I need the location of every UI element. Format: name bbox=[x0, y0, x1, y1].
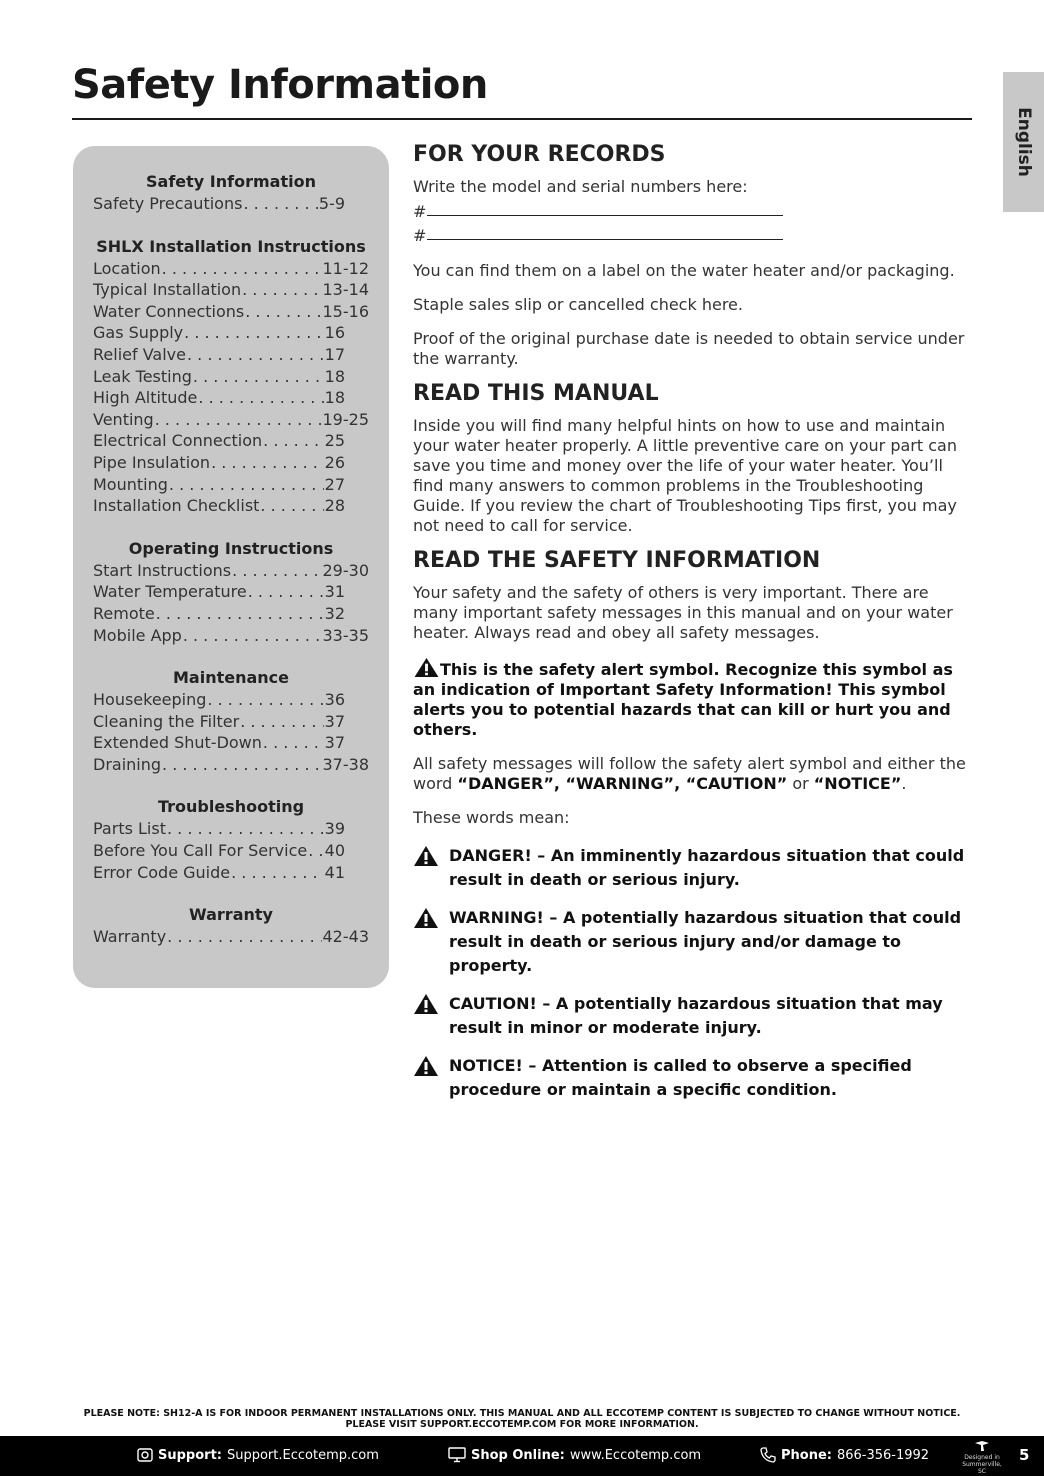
toc-leader-dots bbox=[207, 689, 323, 711]
toc-leader-dots bbox=[183, 625, 322, 647]
shop-label: Shop Online: bbox=[471, 1447, 565, 1463]
toc-entry[interactable] bbox=[93, 193, 345, 215]
toc-entry-label: Typical Installation bbox=[93, 280, 242, 300]
safety-heading: READ THE SAFETY INFORMATION bbox=[413, 548, 821, 573]
toc-entry-page: 28 bbox=[324, 496, 345, 516]
manual-heading: READ THIS MANUAL bbox=[413, 381, 659, 406]
toc-leader-dots bbox=[263, 430, 323, 452]
toc-leader-dots bbox=[248, 581, 324, 603]
toc-leader-dots bbox=[260, 495, 323, 517]
warning-triangle-icon bbox=[413, 1054, 449, 1102]
toc-entry-label: Extended Shut-Down bbox=[93, 733, 262, 753]
toc-entry-label: Relief Valve bbox=[93, 344, 186, 364]
toc-entry[interactable] bbox=[93, 862, 345, 884]
hash-prefix: # bbox=[413, 202, 427, 221]
toc-entry-page: 19-25 bbox=[322, 409, 369, 429]
toc-entry[interactable] bbox=[93, 581, 345, 603]
toc-entry-page: 39 bbox=[324, 819, 345, 839]
toc-entry[interactable] bbox=[93, 560, 369, 582]
toc-entry[interactable] bbox=[93, 818, 345, 840]
safety-alert-text: This is the safety alert symbol. Recognize this symbol as an indication of Important Safety Information! This symbol alerts you to potential hazards that can kill or hurt you and others. bbox=[413, 660, 953, 739]
toc-entry-label: Pipe Insulation bbox=[93, 452, 211, 472]
footer-note-line-1: PLEASE NOTE: SH12-A IS FOR INDOOR PERMANENT INSTALLATIONS ONLY. THIS MANUAL AND ALL ECCOTEMP CONTENT IS SUBJECTED TO CHANGE WITHOUT NOTICE. bbox=[83, 1408, 961, 1419]
toc-entry[interactable] bbox=[93, 840, 345, 862]
toc-leader-dots bbox=[198, 387, 323, 409]
language-tab[interactable] bbox=[1003, 72, 1044, 212]
toc-leader-dots bbox=[263, 732, 324, 754]
toc-section bbox=[93, 171, 369, 215]
toc-entry-label: Warranty bbox=[93, 927, 167, 947]
support-label: Support: bbox=[158, 1447, 222, 1463]
footer-phone[interactable] bbox=[760, 1447, 929, 1463]
toc-leader-dots bbox=[231, 862, 324, 884]
signal-word-text: NOTICE! – Attention is called to observe a specified procedure or maintain a specific condition. bbox=[449, 1056, 912, 1099]
toc-entry[interactable] bbox=[93, 409, 369, 431]
toc-entry-label: High Altitude bbox=[93, 388, 198, 408]
toc-entry-label: Gas Supply bbox=[93, 323, 184, 343]
toc-entry-label: Venting bbox=[93, 409, 154, 429]
serial-number-line[interactable] bbox=[413, 221, 975, 245]
toc-entry-label: Cleaning the Filter bbox=[93, 711, 240, 731]
toc-entry[interactable] bbox=[93, 430, 345, 452]
signal-words: “DANGER”, “WARNING”, “CAUTION” bbox=[457, 774, 788, 793]
toc-entry-page: 27 bbox=[324, 474, 345, 494]
footer-note bbox=[0, 1408, 1044, 1430]
signal-notice-word: “NOTICE” bbox=[813, 774, 902, 793]
signal-word-item bbox=[413, 992, 975, 1040]
signal-or-text: or bbox=[787, 774, 814, 793]
toc-entry[interactable] bbox=[93, 625, 369, 647]
toc-leader-dots bbox=[169, 474, 324, 496]
write-line bbox=[427, 239, 783, 240]
designed-in-logo bbox=[960, 1440, 1004, 1475]
title-divider bbox=[72, 118, 972, 120]
toc-leader-dots bbox=[167, 926, 321, 948]
toc-leader-dots bbox=[162, 258, 322, 280]
toc-entry-page: 13-14 bbox=[322, 280, 369, 300]
warning-triangle-icon bbox=[413, 844, 449, 892]
phone-icon bbox=[760, 1447, 776, 1463]
records-heading: FOR YOUR RECORDS bbox=[413, 142, 666, 167]
toc-entry-page: 37 bbox=[324, 711, 345, 731]
toc-entry-label: Safety Precautions bbox=[93, 194, 243, 213]
toc-entry-page: 33-35 bbox=[322, 625, 369, 645]
signal-words-paragraph bbox=[413, 754, 975, 794]
table-of-contents bbox=[73, 146, 389, 988]
toc-entry-page: 16 bbox=[324, 323, 345, 343]
toc-entry-page: 41 bbox=[324, 862, 345, 882]
toc-entry-label: Error Code Guide bbox=[93, 862, 231, 882]
toc-section bbox=[93, 236, 369, 517]
toc-entry-label: Installation Checklist bbox=[93, 496, 260, 516]
toc-heading: SHLX Installation Instructions bbox=[96, 236, 366, 256]
toc-entry[interactable] bbox=[93, 754, 369, 776]
toc-entry[interactable] bbox=[93, 344, 345, 366]
model-number-line[interactable] bbox=[413, 197, 975, 221]
toc-heading: Troubleshooting bbox=[157, 797, 305, 817]
toc-entry-page: 15-16 bbox=[322, 301, 369, 321]
toc-entry-page: 11-12 bbox=[322, 258, 369, 278]
toc-entry-label: Remote bbox=[93, 603, 155, 623]
toc-heading: Warranty bbox=[189, 905, 273, 925]
logo-line-1: Designed in bbox=[964, 1454, 1000, 1461]
phone-label: Phone: bbox=[781, 1447, 832, 1463]
hash-prefix: # bbox=[413, 226, 427, 245]
toc-leader-dots bbox=[240, 711, 323, 733]
toc-entry-label: Mounting bbox=[93, 474, 168, 494]
toc-entry[interactable] bbox=[93, 387, 345, 409]
label-note: You can find them on a label on the water heater and/or packaging. bbox=[413, 261, 955, 280]
toc-leader-dots bbox=[193, 366, 324, 388]
toc-entry[interactable] bbox=[93, 322, 345, 344]
warning-triangle-icon bbox=[413, 906, 449, 978]
page-title: Safety Information bbox=[72, 62, 488, 108]
toc-section bbox=[93, 904, 369, 948]
toc-entry-page: 18 bbox=[324, 388, 345, 408]
words-mean: These words mean: bbox=[413, 808, 570, 827]
toc-entry-label: Before You Call For Service bbox=[93, 841, 308, 861]
signal-word-list bbox=[413, 844, 975, 1102]
toc-entry-label: Location bbox=[93, 258, 161, 278]
palmetto-logo-icon bbox=[973, 1440, 991, 1452]
toc-entry-page: 18 bbox=[324, 366, 345, 386]
support-link[interactable]: Support.Eccotemp.com bbox=[226, 1447, 379, 1463]
toc-section bbox=[93, 538, 369, 646]
toc-leader-dots bbox=[184, 322, 323, 344]
main-content bbox=[413, 140, 975, 1116]
toc-entry-label: Start Instructions bbox=[93, 560, 232, 580]
language-tab-label: English bbox=[1013, 107, 1034, 177]
toc-leader-dots bbox=[162, 754, 321, 776]
toc-entry-page: 5-9 bbox=[318, 194, 345, 213]
toc-leader-dots bbox=[232, 560, 321, 582]
toc-entry-label: Water Connections bbox=[93, 301, 245, 321]
shop-link[interactable]: www.Eccotemp.com bbox=[569, 1447, 702, 1463]
warning-triangle-icon bbox=[413, 992, 449, 1040]
toc-entry-page: 40 bbox=[324, 841, 345, 861]
signal-intro-text: All safety messages will follow the safety alert symbol and either the word bbox=[413, 754, 966, 793]
support-icon bbox=[137, 1447, 153, 1463]
toc-entry[interactable] bbox=[93, 603, 345, 625]
toc-leader-dots bbox=[243, 193, 317, 215]
warning-triangle-icon bbox=[413, 657, 440, 678]
toc-entry[interactable] bbox=[93, 452, 345, 474]
safety-body: Your safety and the safety of others is very important. There are many important safety messages in this manual and on your water heater. Always read and obey all safety messages. bbox=[413, 583, 953, 642]
toc-leader-dots bbox=[156, 603, 324, 625]
toc-entry[interactable] bbox=[93, 301, 369, 323]
toc-heading: Maintenance bbox=[172, 668, 289, 688]
manual-body: Inside you will find many helpful hints on how to use and maintain your water heater properly. A little preventive care on your part can save you time and money over the life of your water heater. You’ll find many answers to common problems in the Troubleshooting Guide. If you review the chart of Troubleshooting Tips first, you may not need to call for service. bbox=[413, 416, 957, 535]
toc-entry[interactable] bbox=[93, 279, 369, 301]
toc-entry[interactable] bbox=[93, 926, 369, 948]
signal-word-item bbox=[413, 906, 975, 978]
toc-entry-label: Parts List bbox=[93, 819, 166, 839]
toc-entry[interactable] bbox=[93, 258, 369, 280]
toc-leader-dots bbox=[242, 279, 321, 301]
footer-shop[interactable] bbox=[448, 1447, 701, 1463]
toc-entry-page: 25 bbox=[324, 431, 345, 451]
toc-entry-label: Water Temperature bbox=[93, 582, 247, 602]
toc-entry[interactable] bbox=[93, 711, 345, 733]
toc-leader-dots bbox=[245, 301, 321, 323]
safety-alert-paragraph bbox=[413, 657, 975, 740]
signal-end-text: . bbox=[901, 774, 907, 793]
write-line bbox=[427, 215, 783, 216]
toc-entry[interactable] bbox=[93, 366, 345, 388]
staple-note: Staple sales slip or cancelled check here. bbox=[413, 295, 743, 314]
toc-leader-dots bbox=[187, 344, 324, 366]
toc-entry-page: 31 bbox=[324, 582, 345, 602]
logo-line-2: Summerville, SC bbox=[962, 1461, 1002, 1475]
toc-entry-page: 42-43 bbox=[322, 927, 369, 947]
signal-word-text: DANGER! – An imminently hazardous situation that could result in death or serious injury. bbox=[449, 846, 965, 889]
toc-entry-label: Electrical Connection bbox=[93, 431, 263, 451]
toc-entry-label: Leak Testing bbox=[93, 366, 192, 386]
footer-bar bbox=[0, 1436, 1044, 1476]
proof-note: Proof of the original purchase date is needed to obtain service under the warranty. bbox=[413, 329, 965, 368]
toc-entry-label: Housekeeping bbox=[93, 690, 207, 710]
footer-support[interactable] bbox=[137, 1447, 379, 1463]
footer-note-line-2: PLEASE VISIT SUPPORT.ECCOTEMP.COM FOR MORE INFORMATION. bbox=[345, 1419, 699, 1430]
toc-entry-label: Draining bbox=[93, 754, 162, 774]
toc-leader-dots bbox=[167, 818, 324, 840]
toc-entry[interactable] bbox=[93, 689, 345, 711]
toc-entry-page: 36 bbox=[324, 690, 345, 710]
toc-entry-page: 29-30 bbox=[322, 560, 369, 580]
signal-word-text: CAUTION! – A potentially hazardous situation that may result in minor or moderate injury. bbox=[449, 994, 943, 1037]
toc-entry[interactable] bbox=[93, 495, 345, 517]
toc-entry[interactable] bbox=[93, 732, 345, 754]
page-number: 5 bbox=[1019, 1446, 1030, 1464]
toc-entry-page: 37 bbox=[324, 733, 345, 753]
toc-leader-dots bbox=[211, 452, 324, 474]
monitor-icon bbox=[448, 1447, 466, 1463]
toc-heading: Operating Instructions bbox=[128, 538, 334, 558]
phone-number[interactable]: 866-356-1992 bbox=[836, 1447, 930, 1463]
signal-word-text: WARNING! – A potentially hazardous situation that could result in death or serious injury and/or damage to property. bbox=[449, 908, 962, 975]
toc-entry[interactable] bbox=[93, 474, 345, 496]
toc-section bbox=[93, 796, 369, 883]
toc-entry-page: 26 bbox=[324, 452, 345, 472]
toc-heading: Safety Information bbox=[146, 172, 316, 191]
toc-entry-page: 32 bbox=[324, 603, 345, 623]
toc-entry-label: Mobile App bbox=[93, 625, 182, 645]
records-intro: Write the model and serial numbers here: bbox=[413, 177, 748, 196]
signal-word-item bbox=[413, 1054, 975, 1102]
toc-section bbox=[93, 667, 369, 775]
toc-leader-dots bbox=[308, 840, 323, 862]
toc-entry-page: 17 bbox=[324, 344, 345, 364]
toc-entry-page: 37-38 bbox=[322, 754, 369, 774]
toc-leader-dots bbox=[155, 409, 322, 431]
signal-word-item bbox=[413, 844, 975, 892]
